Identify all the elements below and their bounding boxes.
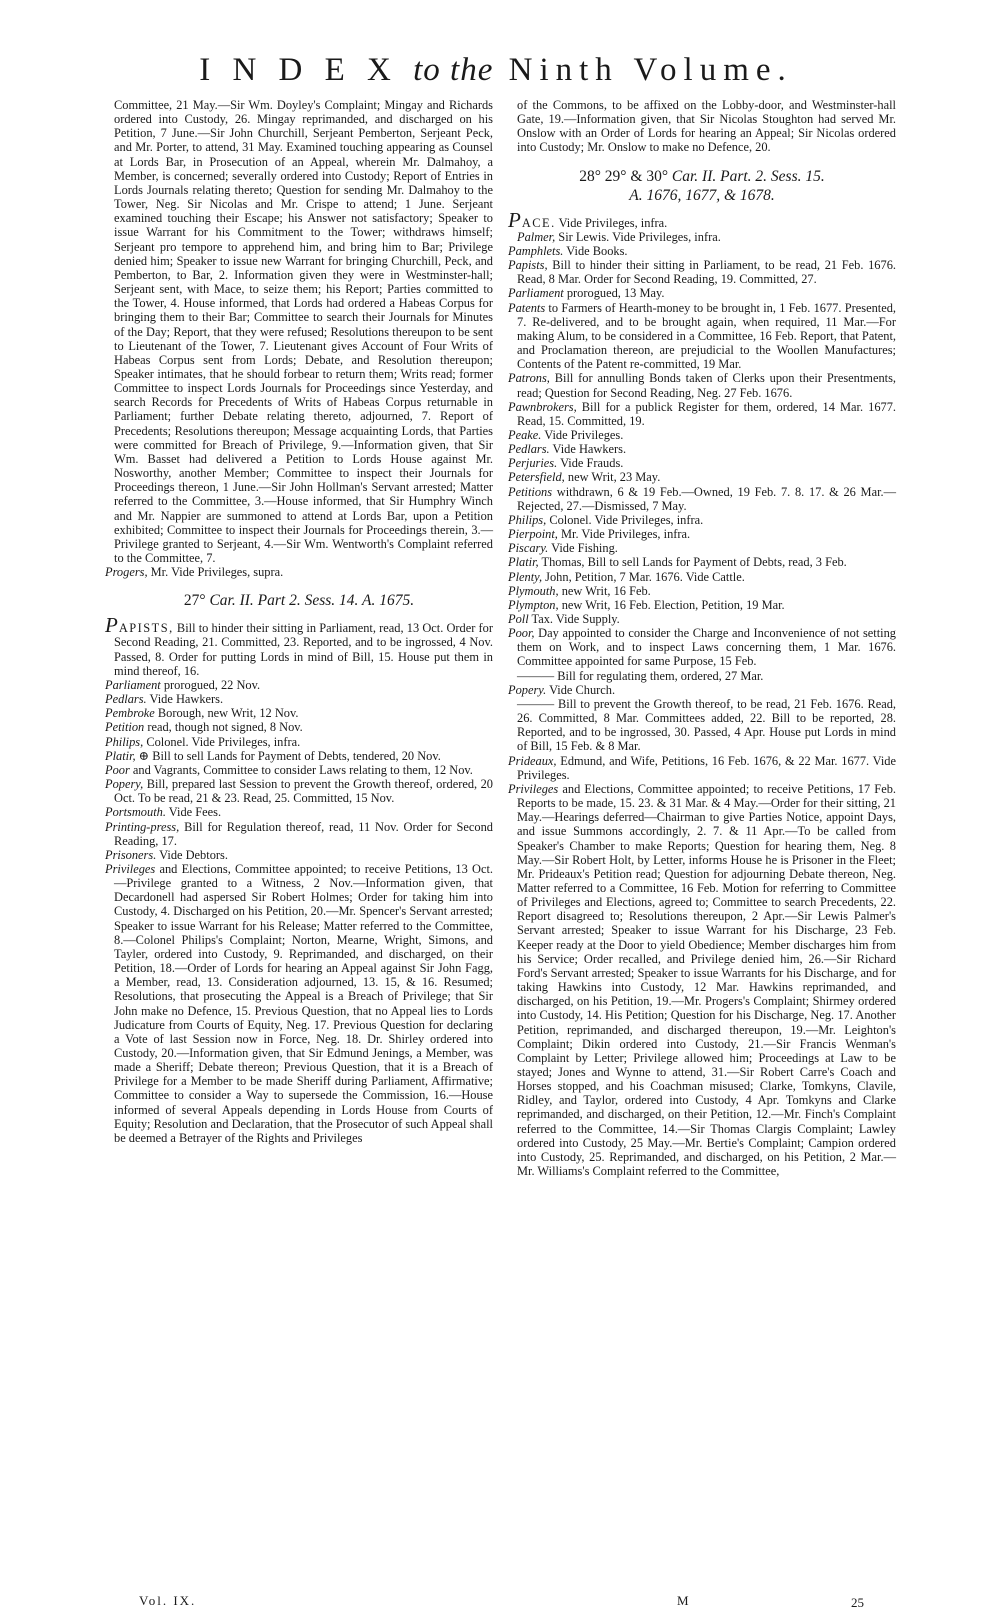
header-index: I N D E X	[199, 52, 398, 88]
entry-text: Colonel. Vide Privileges, infra.	[143, 734, 301, 749]
index-entry	[508, 428, 896, 442]
entry-text: new Writ, 16 Feb. Election, Petition, 19 Mar.	[558, 597, 785, 612]
entry-text: Thomas, Bill to sell Lands for Payment of Debts, read, 3 Feb.	[538, 555, 847, 570]
entry-text: Vide Debtors.	[156, 847, 228, 862]
index-entry	[105, 565, 493, 579]
entry-keyword: Privileges	[508, 781, 559, 796]
index-entry	[105, 692, 493, 706]
entry-keyword: Patrons,	[508, 371, 550, 386]
entry-text: Colonel. Vide Privileges, infra.	[546, 512, 704, 527]
entry-text: withdrawn, 6 & 19 Feb.—Owned, 19 Feb. 7. 8. 17. & 26 Mar.—Rejected, 27.—Dismissed, 7 May.	[517, 484, 896, 513]
index-entry	[508, 754, 896, 782]
entry-text: and Elections, Committee appointed; to receive Petitions, 13 Oct.—Privilege granted to a Witness, 2 Nov.—Information given, that Decardonell had aspersed Sir Robert Holmes; Order for taking him into Custody, 4. Discharged on his Petition, 20.—Mr. Spencer's Servant arrested; Speaker to issue Warrant for his Release; Matter referred to the Committee, 8.—Colonel Philips's Complaint; Norton, Mearne, Wright, Simons, and Tayler, ordered into Custody, 9. Reprimanded, and discharged, on their Petition, 18.—Order of Lords for hearing an Appeal against Sir John Fagg, a Member, read, 13. Consideration adjourned, 13. 15, & 16. Resumed; Resolutions, that prosecuting the Appeal is a Breach of Privilege; that Sir John make no Defence, 15. Previous Question, that no Appeal lies to Lords Judicature from Courts of Equity, Neg. 17. Previous Question for declaring a Vote of last Session now in Force, Neg. 18. Dr. Shirley ordered into Custody, 20.—Information given, that Sir Edmund Jenings, a Member, was made a Sheriff; Debate thereon; Previous Question, that it is a Breach of Privilege for a Member to be made Sheriff during Parliament, Affirmative; Committee to consider a Way to supersede the Commission, 16.—House informed of several Appeals depending in Lords House from Courts of Equity; Resolution and Declaration, that the Prosecutor of such Appeal shall be deemed a Betrayer of the Rights and Privileges	[114, 861, 493, 1145]
entry-text: Bill for Regulation thereof, read, 11 Nov. Order for Second Reading, 17.	[114, 819, 493, 848]
index-entry	[105, 763, 493, 777]
index-entry	[508, 782, 896, 1178]
entry-text: Bill to hinder their sitting in Parliament, read, 13 Oct. Order for Second Reading, 21. Committed, 23. Reported, and to be ingrossed, 4 Nov. Passed, 8. Order for putting Lords in mind of Bill, 15. House put them in mind thereof, 16.	[114, 621, 493, 678]
index-entry	[508, 456, 896, 470]
section-heading	[508, 167, 896, 205]
entry-keyword: Papists,	[508, 258, 548, 273]
index-entry	[508, 442, 896, 456]
entry-text: read, though not signed, 8 Nov.	[144, 720, 303, 735]
entry-text: and Elections, Committee appointed; to receive Petitions, 17 Feb. Reports to be made, 15. 23. & 31 Mar. & 4 May.—Order for their sitting, 21 May.—Hearings deferred—Chairman to give Parties Notice, appoint Days, and issue Summons accordingly, 2. 7. & 11 Apr.—To be called from Speaker's Chamber to make Reports; Question for hearing them, Neg. 8 May.—Sir Robert Holt, by Letter, informs House he is Prisoner in the Fleet; Mr. Prideaux's Petition read; Question for adjourning Debate thereon, Neg. Matter referred to a Committee, 16 Feb. Motion for referring to Committee of Privileges and Elections, agreed to; Committee to search Precedents, 22. Report disagreed to; Resolutions thereupon, 2 Apr.—Sir Lewis Palmer's Servant arrested; Speaker to issue Warrant for his Discharge, 23 Feb. Keeper ready at the Door to yield Obedience; Member discharges him from his Service; Order recalled, and Privilege denied him, 26.—Sir Richard Ford's Servant arrested; Speaker to issue Warrants for his Discharge, and for taking Hawkins into Custody, 12 Mar. Hawkins reprimanded, and discharged, on his Petition, 19.—Mr. Progers's Complaint; Shirmey ordered into Custody, 14. His Petition; Question for his Discharge, Neg. 17. Another Petition, reprimanded, and discharged thereupon, 19.—Mr. Leighton's Complaint; Dikin ordered into Custody, 21.—Sir Francis Wenman's Complaint by Letter; Privilege allowed him; Proceedings at Law to be stayed; Jones and Wynne to attend, 31.—Sir Robert Carre's Coach and Horses stopped, and his Coachman misused; Clarke, Tomkyns, Clavile, Ridley, and Taylor, ordered into Custody, 4 Apr. Tomkyns and Clarke reprimanded, and discharged, on their Petition, 12.—Mr. Finch's Complaint referred to the Committee, 14.—Sir Thomas Clargis Complaint; Lawley ordered into Custody, 25 May.—Mr. Bertie's Complaint; Campion ordered into Custody, 25. Reprimanded, and discharged, on his Petition, 2 Mar.—Mr. Williams's Complaint referred to the Committee,	[517, 781, 896, 1179]
index-entry	[508, 527, 896, 541]
entry-keyword: Poor	[105, 762, 130, 777]
index-entry	[105, 848, 493, 862]
entry-text: Vide Privileges, infra.	[555, 215, 668, 230]
entry-keyword: Pierpoint,	[508, 527, 558, 542]
index-entry	[508, 371, 896, 399]
page-header	[0, 50, 992, 90]
entry-text: Mr. Vide Privileges, supra.	[147, 565, 284, 580]
index-entry	[105, 720, 493, 734]
volume-footer: Vol. IX.	[139, 1593, 197, 1608]
index-entry	[105, 613, 493, 678]
index-entry	[508, 485, 896, 513]
entry-keyword: Palmer,	[517, 229, 556, 244]
section-number: 27°	[183, 592, 210, 610]
entry-keyword: Pedlars.	[508, 442, 550, 457]
entry-text: Vide Church.	[546, 682, 616, 697]
header-volume: Ninth Volume.	[508, 52, 793, 88]
entry-keyword: Printing-press,	[105, 819, 180, 834]
entry-keyword: Petition	[105, 720, 145, 735]
entry-text: new Writ, 16 Feb.	[558, 583, 651, 598]
entry-keyword: Petitions	[508, 484, 553, 499]
drop-cap: P	[508, 207, 522, 232]
index-entry	[508, 400, 896, 428]
entry-text: and Vagrants, Committee to consider Laws relating to them, 12 Nov.	[129, 762, 473, 777]
entry-text: Bill, prepared last Session to prevent the Growth thereof, ordered, 20 Oct. To be read, 21 & 23. Read, 25. Committed, 15 Nov.	[114, 777, 493, 806]
index-entry	[508, 286, 896, 300]
entry-keyword: Philips,	[105, 734, 144, 749]
index-entry	[105, 749, 493, 763]
index-entry	[508, 683, 896, 697]
index-entry	[105, 678, 493, 692]
section-years: A. 1676, 1677, & 1678.	[629, 186, 775, 204]
entry-keyword: Plymouth,	[508, 583, 559, 598]
entry-text: prorogued, 22 Nov.	[160, 677, 261, 692]
entry-keyword: Piscary.	[508, 541, 549, 556]
index-entry	[105, 735, 493, 749]
index-entry	[508, 258, 896, 286]
signature-mark: M	[677, 1593, 689, 1608]
entry-text: Mr. Vide Privileges, infra.	[557, 527, 691, 542]
entry-keyword: Petersfield,	[508, 470, 565, 485]
index-entry	[105, 777, 493, 805]
index-entry	[508, 598, 896, 612]
entry-text: Vide Fees.	[165, 805, 222, 820]
entry-text: Bill for annulling Bonds taken of Clerks upon their Presentments, read; Question for Second Reading, Neg. 27 Feb. 1676.	[517, 371, 896, 400]
index-entry	[508, 513, 896, 527]
entry-text: to Farmers of Hearth-money to be brought in, 1 Feb. 1677. Presented, 7. Re-delivered, and to be brought again, when required, 11 Mar.—For making Alum, to be considered in a Committee, 16 Feb. Report, that Patent, and Proclamation thereon, are prejudicial to the Woollen Manufactures; Contents of the Patent re-committed, 19 Mar.	[517, 300, 896, 372]
entry-text: prorogued, 13 May.	[563, 286, 665, 301]
entry-keyword: Plympton,	[508, 597, 559, 612]
left-column	[105, 98, 493, 1145]
index-entry	[508, 301, 896, 372]
entry-keyword: Parliament	[105, 677, 161, 692]
entry-keyword: APISTS,	[118, 621, 174, 636]
entry-text: Vide Hawkers.	[549, 442, 627, 457]
index-entry	[105, 805, 493, 819]
entry-keyword: Pedlars.	[105, 692, 147, 707]
entry-keyword: Platir,	[105, 748, 136, 763]
entry-text: Bill to hinder their sitting in Parliament, to be read, 21 Feb. 1676. Read, 8 Mar. Order for Second Reading, 19. Committed, 27.	[517, 258, 896, 287]
entry-keyword: Prisoners.	[105, 847, 157, 862]
entry-text: ⊕ Bill to sell Lands for Payment of Debts, tendered, 20 Nov.	[135, 748, 441, 763]
entry-keyword: Philips,	[508, 512, 547, 527]
index-entry	[508, 570, 896, 584]
right-entry-list	[508, 244, 896, 669]
sub-entry: ——— Bill to prevent the Growth thereof, to be read, 21 Feb. 1676. Read, 26. Committed, 8 Mar. Committees added, 22. Bill to be reported, 28. Reported, and to be ingrossed, 30. Passed, 4 Apr. House put Lords in mind of Bill, 15 Feb. & 8 Mar.	[517, 696, 896, 754]
entry-keyword: Portsmouth.	[105, 805, 166, 820]
entry-keyword: Peake.	[508, 427, 542, 442]
right-column	[508, 98, 896, 1178]
entry-keyword: Privileges	[105, 861, 156, 876]
entry-text: Bill for a publick Register for them, ordered, 14 Mar. 1677. Read, 15. Committed, 19.	[517, 399, 896, 428]
entry-text: Vide Frauds.	[557, 456, 624, 471]
entry-text: Tax. Vide Supply.	[528, 612, 620, 626]
index-entry	[508, 612, 896, 626]
entry-text: Borough, new Writ, 12 Nov.	[154, 706, 299, 721]
index-entry	[508, 584, 896, 598]
index-entry	[105, 706, 493, 720]
drop-cap: P	[105, 613, 119, 638]
entry-keyword: Popery,	[105, 777, 144, 792]
entry-text: Sir Lewis. Vide Privileges, infra.	[555, 229, 721, 244]
index-entry	[508, 207, 896, 232]
entry-keyword: Perjuries.	[508, 456, 558, 471]
entry-keyword: Parliament	[508, 286, 564, 301]
section-title: Car. II. Part 2. Sess. 14. A. 1675.	[209, 592, 415, 610]
entry-keyword: ACE.	[521, 215, 556, 230]
entry-text: Vide Fishing.	[548, 541, 618, 556]
sub-entry: ——— Bill for regulating them, ordered, 27 Mar.	[517, 668, 764, 683]
section-heading	[105, 591, 493, 610]
continued-entry: of the Commons, to be affixed on the Lobby-door, and Westminster-hall Gate, 19.—Information given, that Sir Nicolas Stoughton had served Mr. Onslow with an Order of Lords for hearing an Appeal; Sir Nicolas ordered into Custody; Mr. Onslow to make no Defence, 20.	[517, 98, 896, 155]
entry-text: John, Petition, 7 Mar. 1676. Vide Cattle.	[542, 569, 745, 584]
entry-text: new Writ, 23 May.	[564, 470, 661, 485]
entry-keyword: Progers,	[105, 565, 148, 580]
section-title: Car. II. Part. 2. Sess. 15.	[671, 167, 825, 185]
entry-text: Day appointed to consider the Charge and Inconvenience of not setting them on Work, and to inspect Laws concerning them, 1 Mar. 1676. Committee appointed for same Purpose, 15 Feb.	[517, 626, 896, 669]
entry-keyword: Pawnbrokers,	[508, 399, 577, 414]
entry-keyword: Prideaux,	[508, 753, 557, 768]
index-entry	[508, 244, 896, 258]
continued-entry: Committee, 21 May.—Sir Wm. Doyley's Complaint; Mingay and Richards ordered into Custody, 26. Mingay reprimanded, and discharged on his Petition, 7 June.—Sir John Churchill, Serjeant Pemberton, Serjeant Peck, and Mr. Porter, to attend, 31 May. Examined touching appearing as Counsel at Lords Bar, in Prosecution of an Appeal, wherein Mr. Dalmahoy, a Member, is concerned; severally ordered into Custody; Report of Entries in Lords Journals relating thereto; Question for sending Mr. Dalmahoy to the Tower, Neg. Sir Nicolas and Mr. Crispe to attend; 1 June. Serjeant examined touching their Escape; his Answer not satisfactory; Speaker to issue Warrant for his Commitment to the Tower; withdraws himself; Serjeant pro tempore to apprehend him, and bring him to Bar; Privilege denied him; Speaker to issue new Warrant for bringing Churchill, Peck, and Pemberton, to Bar, 2. Information given they were in Westminster-hall; Serjeant sent, with Mace, to seize them; his Report; Parties committed to the Tower, 4. House informed, that Lords had ordered a Habeas Corpus for bringing them to their Bar; Committee to search their Journals for Minutes of the Day; Report, that they were refused; Resolutions thereupon to be sent to Lieutenant of the Tower, 7. Lieutenant gives Account of Four Writs of Habeas Corpus sent from Lords; Debate, and Resolution thereupon; Speaker intimates, that he should forbear to return them; Writs read; former Committee to inspect Lords Journals for Proceedings since Yesterday, and search Records for Precedents of Writs of Habeas Corpus returnable in Parliament; further Debate relating thereto, adjourned, 7. Report of Precedents; Resolutions thereupon; Message acquainting Lords, that Parties were committed for Breach of Privilege, 9.—Information given, that Sir Wm. Basset had delivered a Petition to Lords House against Mr. Nosworthy, another Member; Committee to inspect their Journals for Proceedings thereon, 1 June.—Sir John Hollman's Servant arrested; Matter referred to the Committee, 3.—House informed, that Sir Humphry Winch and Mr. Nappier are summoned to attend at Lords Bar, upon a Petition exhibited; Committee to inspect their Journals for Proceedings therein, 3.—Privilege granted to Serjeant, 4.—Sir Wm. Wentworth's Complaint referred to the Committee, 7.	[114, 98, 493, 565]
entry-keyword: Patents	[508, 300, 546, 315]
entry-keyword: Platir,	[508, 555, 539, 570]
index-entry	[508, 230, 896, 244]
entry-keyword: Plenty,	[508, 569, 543, 584]
header-to-the: to the	[413, 52, 494, 88]
index-entry	[105, 820, 493, 848]
index-entry	[508, 626, 896, 668]
entry-keyword: Pamphlets.	[508, 243, 564, 258]
entry-keyword: Poor,	[508, 626, 535, 641]
index-entry	[508, 541, 896, 555]
entry-keyword: Poll	[508, 612, 529, 626]
entry-text: Vide Books.	[563, 243, 628, 258]
entry-text: Vide Hawkers.	[146, 692, 224, 707]
left-entry-list	[105, 678, 493, 1145]
index-entry	[508, 470, 896, 484]
entry-keyword: Pembroke	[105, 706, 155, 721]
entry-text: Edmund, and Wife, Petitions, 16 Feb. 1676, & 22 Mar. 1677. Vide Privileges.	[517, 753, 896, 782]
index-entry	[508, 555, 896, 569]
section-number: 28° 29° & 30°	[579, 167, 672, 185]
entry-keyword: Popery.	[508, 682, 547, 697]
page-number: 25	[851, 1595, 864, 1610]
index-entry	[105, 862, 493, 1145]
entry-text: Vide Privileges.	[541, 427, 624, 442]
